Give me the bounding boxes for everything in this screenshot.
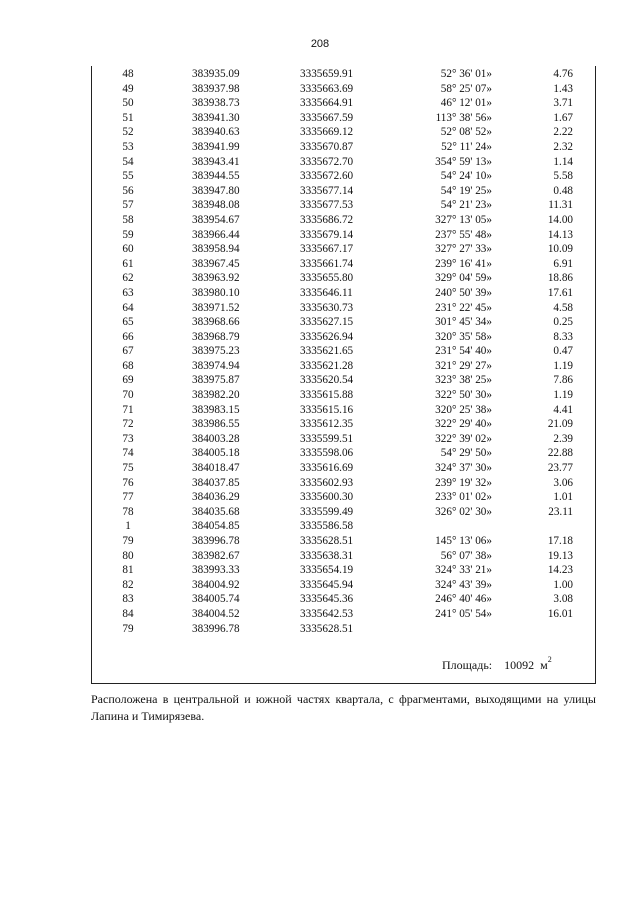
segment-length: 23.77	[547, 462, 573, 475]
segment-length: 18.86	[547, 272, 573, 285]
coord-x: 383935.09	[192, 68, 240, 80]
coord-y: 3335626.94	[300, 330, 354, 343]
segment-length: 8.33	[553, 330, 573, 343]
point-number: 48	[122, 68, 134, 80]
coord-x: 383938.73	[192, 97, 240, 110]
point-number: 57	[122, 199, 134, 212]
coord-x: 383975.23	[192, 345, 240, 358]
table-row	[91, 373, 596, 388]
segment-length: 4.41	[553, 403, 573, 416]
point-number: 70	[122, 389, 134, 402]
direction-angle: 52° 08' 52»	[440, 126, 492, 139]
coord-x: 383982.20	[192, 389, 240, 402]
coord-y: 3335600.30	[300, 491, 354, 504]
coord-x: 384005.18	[192, 447, 240, 460]
segment-length: 1.19	[553, 389, 573, 402]
point-number: 60	[122, 243, 134, 256]
segment-length: 14.23	[547, 564, 573, 577]
coord-x: 384018.47	[192, 462, 240, 475]
table-row	[91, 315, 596, 330]
point-number: 82	[122, 578, 134, 591]
segment-length: 1.19	[553, 359, 573, 372]
coord-y: 3335664.91	[300, 97, 354, 110]
segment-length: 2.32	[553, 140, 573, 153]
coord-y: 3335642.53	[300, 607, 354, 620]
coord-y: 3335615.88	[300, 389, 354, 402]
coord-y: 3335667.17	[300, 243, 354, 256]
segment-length: 4.58	[553, 301, 573, 314]
point-number: 63	[122, 286, 134, 299]
direction-angle: 354° 59' 13»	[435, 155, 492, 168]
direction-angle: 237° 55' 48»	[435, 228, 492, 241]
coord-y: 3335677.14	[300, 184, 354, 197]
direction-angle: 239° 19' 32»	[435, 476, 492, 489]
page-number: 208	[310, 38, 330, 50]
coord-y: 3335598.06	[300, 447, 354, 460]
direction-angle: 320° 25' 38»	[435, 403, 492, 416]
point-number: 77	[122, 491, 134, 504]
coord-x: 383983.15	[192, 403, 240, 416]
direction-angle: 54° 21' 23»	[440, 199, 492, 212]
direction-angle: 54° 19' 25»	[440, 184, 492, 197]
segment-length: 14.13	[547, 228, 573, 241]
direction-angle: 321° 29' 27»	[435, 359, 492, 372]
coord-x: 383993.33	[192, 564, 240, 577]
coord-y: 3335655.80	[300, 272, 354, 285]
coord-y: 3335672.60	[300, 170, 354, 183]
point-number: 58	[122, 213, 134, 226]
coord-x: 383941.99	[192, 140, 240, 153]
point-number: 55	[122, 170, 134, 183]
coord-y: 3335686.72	[300, 213, 354, 226]
point-number: 53	[122, 140, 134, 153]
direction-angle: 145° 13' 06»	[435, 535, 492, 547]
table-row	[91, 155, 596, 170]
point-number: 83	[122, 593, 134, 606]
table-row	[91, 549, 596, 564]
direction-angle: 329° 04' 59»	[435, 272, 492, 285]
coord-x: 383982.67	[192, 549, 240, 562]
direction-angle: 323° 38' 25»	[435, 374, 492, 387]
segment-length: 1.14	[553, 155, 573, 168]
table-row	[91, 622, 596, 637]
coord-y: 3335602.93	[300, 476, 354, 489]
point-number: 74	[122, 447, 134, 460]
direction-angle: 231° 22' 45»	[435, 301, 492, 314]
coord-x: 384054.85	[192, 520, 240, 533]
coord-x: 383975.87	[192, 374, 240, 387]
area-unit-exponent: 2	[547, 655, 552, 664]
direction-angle: 326° 02' 30»	[435, 505, 492, 518]
coord-x: 383937.98	[192, 82, 240, 95]
point-number: 71	[122, 403, 134, 416]
point-number: 80	[122, 549, 134, 562]
segment-length: 2.39	[553, 432, 573, 445]
table-row	[91, 359, 596, 374]
segment-length: 6.91	[553, 257, 573, 270]
segment-length: 14.00	[547, 213, 573, 226]
coord-x: 383974.94	[192, 359, 240, 372]
point-number: 73	[122, 432, 134, 445]
point-number: 68	[122, 359, 134, 372]
table-row	[91, 505, 596, 520]
coord-y: 3335654.19	[300, 564, 354, 577]
direction-angle: 233° 01' 02»	[435, 491, 492, 504]
point-number: 50	[122, 97, 134, 110]
point-number: 84	[122, 607, 134, 620]
segment-length: 1.01	[553, 491, 573, 504]
point-number: 69	[122, 374, 134, 387]
direction-angle: 52° 36' 01»	[440, 68, 492, 80]
direction-angle: 113° 38' 56»	[435, 111, 492, 124]
segment-length: 3.06	[553, 476, 573, 489]
table-row	[91, 519, 596, 534]
table-row	[91, 446, 596, 461]
coord-y: 3335663.69	[300, 82, 354, 95]
segment-length: 1.43	[553, 82, 573, 95]
coord-x: 383971.52	[192, 301, 240, 314]
direction-angle: 54° 24' 10»	[440, 170, 492, 183]
segment-length: 21.09	[547, 418, 573, 431]
coord-x: 383996.78	[192, 535, 240, 547]
coord-x: 383968.79	[192, 330, 240, 343]
coord-y: 3335628.51	[300, 535, 354, 547]
coord-x: 383944.55	[192, 170, 240, 183]
area-summary	[442, 655, 552, 673]
coord-y: 3335645.94	[300, 578, 354, 591]
segment-length: 0.25	[553, 316, 573, 329]
segment-length: 7.86	[553, 374, 573, 387]
point-number: 49	[122, 82, 134, 95]
table-row	[91, 432, 596, 447]
segment-length: 17.61	[547, 286, 573, 299]
coord-y: 3335679.14	[300, 228, 354, 241]
coord-y: 3335620.54	[300, 374, 354, 387]
direction-angle: 240° 50' 39»	[435, 286, 492, 299]
coord-y: 3335586.58	[300, 520, 354, 533]
segment-length: 11.31	[548, 199, 573, 212]
point-number: 61	[122, 257, 134, 270]
segment-length: 16.01	[547, 607, 573, 620]
table-row	[91, 388, 596, 403]
table-row	[91, 476, 596, 491]
coord-x: 383967.45	[192, 257, 240, 270]
coord-x: 383941.30	[192, 111, 240, 124]
direction-angle: 58° 25' 07»	[440, 82, 492, 95]
point-number: 62	[122, 272, 134, 285]
point-number: 54	[122, 155, 134, 168]
direction-angle: 46° 12' 01»	[440, 97, 492, 110]
direction-angle: 324° 33' 21»	[435, 564, 492, 577]
table-row	[91, 403, 596, 418]
coord-y: 3335661.74	[300, 257, 354, 270]
direction-angle: 241° 05' 54»	[435, 607, 492, 620]
direction-angle: 56° 07' 38»	[440, 549, 492, 562]
point-number: 64	[122, 301, 134, 314]
coord-x: 383980.10	[192, 286, 240, 299]
coord-y: 3335627.15	[300, 316, 354, 329]
coord-x: 384005.74	[192, 593, 240, 606]
direction-angle: 239° 16' 41»	[435, 257, 492, 270]
area-label: Площадь:	[442, 658, 493, 672]
direction-angle: 231° 54' 40»	[435, 345, 492, 358]
coord-y: 3335667.59	[300, 111, 354, 124]
point-number: 79	[122, 535, 134, 547]
table-row	[91, 271, 596, 286]
coord-y: 3335672.70	[300, 155, 354, 168]
table-row	[91, 213, 596, 228]
segment-length: 19.13	[547, 549, 573, 562]
table-row	[91, 96, 596, 111]
coord-y: 3335659.91	[300, 68, 354, 80]
segment-length: 3.08	[553, 593, 573, 606]
direction-angle: 324° 43' 39»	[435, 578, 492, 591]
coord-x: 383968.66	[192, 316, 240, 329]
coord-x: 384037.85	[192, 476, 240, 489]
coord-x: 383940.63	[192, 126, 240, 139]
direction-angle: 322° 50' 30»	[435, 389, 492, 402]
table-row	[91, 607, 596, 622]
table-row	[91, 330, 596, 345]
table-row	[91, 461, 596, 476]
point-number: 79	[122, 622, 134, 635]
coord-y: 3335645.36	[300, 593, 354, 606]
segment-length: 1.00	[553, 578, 573, 591]
table-row	[91, 563, 596, 578]
point-number: 56	[122, 184, 134, 197]
coord-x: 383966.44	[192, 228, 240, 241]
table-row	[91, 228, 596, 243]
segment-length: 1.67	[553, 111, 573, 124]
coord-y: 3335646.11	[300, 286, 353, 299]
direction-angle: 52° 11' 24»	[441, 140, 492, 153]
segment-length: 10.09	[547, 243, 573, 256]
point-number: 75	[122, 462, 134, 475]
table-row	[91, 184, 596, 199]
area-unit: м	[540, 658, 548, 672]
coord-y: 3335670.87	[300, 140, 354, 153]
table-row	[91, 140, 596, 155]
coord-x: 383954.67	[192, 213, 240, 226]
table-row	[91, 417, 596, 432]
coord-x: 383996.78	[192, 622, 240, 635]
point-number: 65	[122, 316, 134, 329]
coord-x: 383943.41	[192, 155, 240, 168]
coord-y: 3335628.51	[300, 622, 354, 635]
coord-y: 3335615.16	[300, 403, 354, 416]
coord-y: 3335638.31	[300, 549, 354, 562]
table-row	[91, 242, 596, 257]
segment-length: 17.18	[547, 535, 573, 547]
table-row	[91, 301, 596, 316]
coord-x: 383948.08	[192, 199, 240, 212]
table-row	[91, 111, 596, 126]
direction-angle: 327° 27' 33»	[435, 243, 492, 256]
direction-angle: 320° 35' 58»	[435, 330, 492, 343]
direction-angle: 327° 13' 05»	[435, 213, 492, 226]
coord-x: 383958.94	[192, 243, 240, 256]
table-row	[91, 578, 596, 593]
table-row	[91, 257, 596, 272]
direction-angle: 54° 29' 50»	[440, 447, 492, 460]
segment-length: 5.58	[553, 170, 573, 183]
table-row	[91, 344, 596, 359]
coord-x: 384003.28	[192, 432, 240, 445]
coord-x: 384035.68	[192, 505, 240, 518]
point-number: 52	[122, 126, 134, 139]
coord-y: 3335621.65	[300, 345, 354, 358]
location-caption: Расположена в центральной и южной частях квартала, с фрагментами, выходящими на улицы Лапина и Тимирязева.	[91, 692, 596, 723]
direction-angle: 324° 37' 30»	[435, 462, 492, 475]
segment-length: 2.22	[553, 126, 573, 139]
area-value: 10092	[504, 658, 535, 672]
point-number: 72	[122, 418, 134, 431]
coord-y: 3335677.53	[300, 199, 354, 212]
coord-x: 383947.80	[192, 184, 240, 197]
point-number: 59	[122, 228, 134, 241]
segment-length: 22.88	[547, 447, 573, 460]
coord-y: 3335669.12	[300, 126, 354, 139]
table-row	[91, 286, 596, 301]
coord-x: 384036.29	[192, 491, 240, 504]
table-row	[91, 82, 596, 97]
segment-length: 3.71	[553, 97, 573, 110]
table-row	[91, 490, 596, 505]
point-number: 1	[125, 520, 131, 533]
table-row	[91, 198, 596, 213]
table-row	[91, 169, 596, 184]
point-number: 76	[122, 476, 134, 489]
point-number: 81	[122, 564, 134, 577]
coord-y: 3335612.35	[300, 418, 354, 431]
direction-angle: 246° 40' 46»	[435, 593, 492, 606]
coord-x: 383963.92	[192, 272, 240, 285]
coord-y: 3335630.73	[300, 301, 354, 314]
table-row	[91, 592, 596, 607]
direction-angle: 322° 39' 02»	[435, 432, 492, 445]
point-number: 51	[122, 111, 134, 124]
table-row	[91, 534, 596, 549]
table-row	[91, 67, 596, 82]
direction-angle: 322° 29' 40»	[435, 418, 492, 431]
point-number: 66	[122, 330, 134, 343]
point-number: 78	[122, 505, 134, 518]
coord-y: 3335599.51	[300, 432, 354, 445]
coord-x: 383986.55	[192, 418, 240, 431]
segment-length: 0.48	[553, 184, 573, 197]
table-row	[91, 125, 596, 140]
coord-y: 3335616.69	[300, 462, 354, 475]
segment-length: 23.11	[548, 505, 573, 518]
direction-angle: 301° 45' 34»	[435, 316, 492, 329]
point-number: 67	[122, 345, 134, 358]
segment-length: 4.76	[553, 68, 573, 80]
coord-x: 384004.92	[192, 578, 240, 591]
coord-y: 3335599.49	[300, 505, 354, 518]
coord-x: 384004.52	[192, 607, 240, 620]
coordinates-table	[91, 67, 596, 636]
segment-length: 0.47	[553, 345, 573, 358]
coord-y: 3335621.28	[300, 359, 354, 372]
